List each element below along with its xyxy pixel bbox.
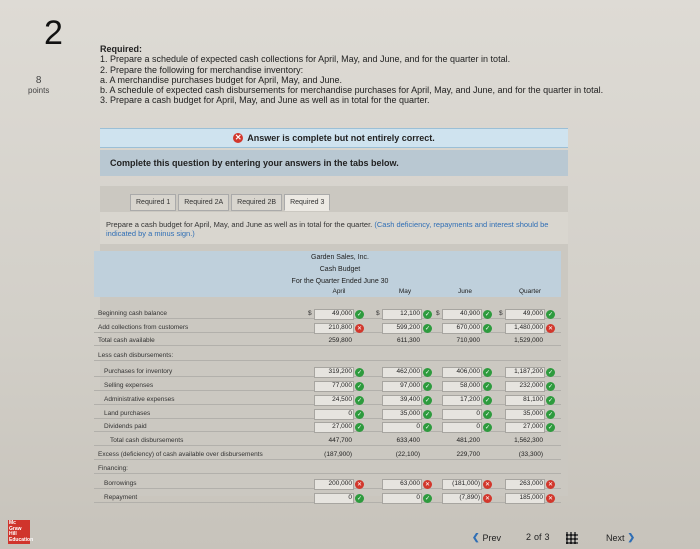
- complete-instruction-bar: [100, 150, 568, 176]
- cell-value: 0: [476, 423, 480, 430]
- row-label: Excess (deficiency) of cash available over disbursements: [98, 451, 263, 458]
- check-icon: ✓: [547, 398, 554, 404]
- check-icon: ✓: [356, 384, 363, 390]
- row-label: Total cash disbursements: [110, 437, 184, 444]
- check-icon: ✓: [484, 412, 491, 418]
- cell-value: 12,100: [400, 310, 420, 317]
- error-icon: ✕: [547, 482, 554, 488]
- question-number: 2: [44, 14, 63, 52]
- cell-value: 39,400: [400, 396, 420, 403]
- answer-status-text: Answer is complete but not entirely correct.: [247, 133, 435, 143]
- cell-value: 406,000: [456, 368, 480, 375]
- table-row: [94, 351, 561, 361]
- check-icon: ✓: [547, 384, 554, 390]
- check-icon: ✓: [484, 312, 491, 318]
- row-label: Purchases for inventory: [104, 368, 173, 375]
- check-icon: ✓: [424, 425, 431, 431]
- cell-value: (181,000): [452, 480, 480, 487]
- check-icon: ✓: [424, 496, 431, 502]
- required-heading: Required:: [100, 44, 143, 54]
- check-icon: ✓: [547, 370, 554, 376]
- cell-value: 1,529,000: [514, 337, 543, 344]
- instructions-note: (Cash deficiency, repayments and interest should be indicated by a minus sign.): [106, 220, 549, 238]
- check-icon: ✓: [424, 412, 431, 418]
- row-label: Land purchases: [104, 410, 151, 417]
- required-item: a. A merchandise purchases budget for April, May, and June.: [100, 74, 342, 85]
- row-label: Dividends paid: [104, 423, 147, 430]
- check-icon: ✓: [356, 370, 363, 376]
- cell-value: 200,000: [328, 480, 352, 487]
- row-label: Borrowings: [104, 480, 137, 487]
- points-label: points: [28, 86, 50, 95]
- error-icon: ✕: [234, 133, 242, 142]
- error-icon: ✕: [356, 326, 363, 332]
- prev-label: Prev: [482, 532, 502, 543]
- error-icon: ✕: [424, 482, 431, 488]
- check-icon: ✓: [424, 370, 431, 376]
- row-label: Add collections from customers: [98, 324, 189, 331]
- check-icon: ✓: [356, 412, 363, 418]
- required-item: 2. Prepare the following for merchandise inventory:: [100, 64, 304, 75]
- company-name: Garden Sales, Inc.: [311, 254, 369, 261]
- required-item: 3. Prepare a cash budget for April, May, and June as well as in total for the quarter.: [100, 95, 430, 106]
- cell-value: 319,200: [328, 368, 352, 375]
- points-value: 8: [35, 75, 42, 86]
- check-icon: ✓: [484, 425, 491, 431]
- cell-value: (187,900): [324, 451, 352, 458]
- column-header-quarter: Quarter: [518, 288, 542, 295]
- error-icon: ✕: [484, 482, 491, 488]
- error-icon: ✕: [547, 326, 554, 332]
- check-icon: ✓: [547, 412, 554, 418]
- cell-value: 462,000: [396, 368, 420, 375]
- row-label: Beginning cash balance: [98, 310, 168, 317]
- tab-bar: [130, 194, 330, 211]
- check-icon: ✓: [356, 496, 363, 502]
- cell-value: 0: [476, 410, 480, 417]
- instructions-text: [106, 220, 566, 238]
- row-label: Repayment: [104, 494, 138, 501]
- budget-title: Cash Budget: [319, 266, 361, 273]
- next-label: Next: [606, 532, 625, 543]
- cell-value: 0: [348, 410, 352, 417]
- cell-value: (33,300): [518, 451, 543, 458]
- dollar-sign: $: [499, 310, 503, 317]
- check-icon: ✓: [547, 312, 554, 318]
- answer-status-bar: [100, 128, 568, 148]
- cell-value: 710,900: [456, 337, 480, 344]
- cell-value: 1,187,200: [514, 368, 543, 375]
- cell-value: 210,800: [328, 324, 352, 331]
- next-button[interactable]: [606, 532, 635, 543]
- cell-value: 447,700: [328, 437, 352, 444]
- dollar-sign: $: [436, 310, 440, 317]
- cell-value: 17,200: [460, 396, 480, 403]
- page-of: of: [534, 532, 542, 542]
- check-icon: ✓: [547, 425, 554, 431]
- check-icon: ✓: [424, 312, 431, 318]
- cell-value: 27,000: [523, 423, 543, 430]
- dollar-sign: $: [308, 310, 312, 317]
- cell-value: 63,000: [400, 480, 420, 487]
- row-label: Total cash available: [98, 337, 155, 344]
- page-current: 2: [526, 532, 532, 542]
- cell-value: 0: [348, 494, 352, 501]
- cell-value: 0: [416, 494, 420, 501]
- cell-value: 481,200: [456, 437, 480, 444]
- cell-value: 229,700: [456, 451, 480, 458]
- row-label: Administrative expenses: [104, 396, 175, 403]
- check-icon: ✓: [356, 312, 363, 318]
- points-indicator: [28, 76, 49, 96]
- check-icon: ✓: [424, 384, 431, 390]
- cell-value: 58,000: [460, 382, 480, 389]
- check-icon: ✓: [356, 398, 363, 404]
- check-icon: ✓: [424, 326, 431, 332]
- cell-value: 40,900: [460, 310, 480, 317]
- cell-value: 599,200: [396, 324, 420, 331]
- dollar-sign: $: [376, 310, 380, 317]
- required-item: 1. Prepare a schedule of expected cash collections for April, May, and June, and for the quarter in total.: [100, 54, 511, 65]
- mcgraw-hill-logo: Mc Graw Hill Education: [9, 520, 34, 543]
- cell-value: 27,000: [332, 423, 352, 430]
- check-icon: ✓: [484, 384, 491, 390]
- cell-value: 1,562,300: [514, 437, 543, 444]
- cell-value: 77,000: [332, 382, 352, 389]
- complete-instruction-text: Complete this question by entering your answers in the tabs below.: [110, 158, 399, 168]
- cell-value: 35,000: [523, 410, 543, 417]
- cell-value: 35,000: [400, 410, 420, 417]
- check-icon: ✓: [424, 398, 431, 404]
- row-label: Less cash disbursements:: [98, 352, 174, 359]
- cell-value: (7,890): [459, 494, 480, 501]
- check-icon: ✓: [484, 326, 491, 332]
- cell-value: 633,400: [396, 437, 420, 444]
- cell-value: 611,300: [396, 337, 420, 344]
- budget-period: For the Quarter Ended June 30: [291, 278, 389, 285]
- cell-value: 49,000: [332, 310, 352, 317]
- instructions-main: Prepare a cash budget for April, May, and June as well as in total for the quarter.: [106, 220, 373, 229]
- check-icon: ✓: [484, 370, 491, 376]
- tab-required-1[interactable]: Required 1: [130, 194, 176, 211]
- row-label: Selling expenses: [104, 382, 154, 389]
- cell-value: 24,500: [332, 396, 352, 403]
- table-row: [94, 464, 561, 474]
- cell-value: 259,800: [328, 337, 352, 344]
- grid-icon[interactable]: [566, 532, 578, 544]
- cell-value: 232,000: [519, 382, 543, 389]
- tab-required-2b[interactable]: Required 2B: [231, 194, 282, 211]
- page-total: 3: [544, 532, 550, 542]
- cell-value: 97,000: [400, 382, 420, 389]
- column-header-june: June: [457, 288, 473, 295]
- cell-value: 670,000: [456, 324, 480, 331]
- cell-value: 1,480,000: [514, 324, 543, 331]
- cell-value: (22,100): [395, 451, 420, 458]
- column-header-may: May: [398, 288, 412, 295]
- tab-required-3[interactable]: Required 3: [284, 194, 330, 211]
- required-item: b. A schedule of expected cash disbursements for merchandise purchases for April, May, and June, and for the quarter in total.: [100, 85, 604, 96]
- chevron-left-icon: ❮: [472, 532, 480, 542]
- row-label: Financing:: [98, 465, 128, 472]
- error-icon: ✕: [547, 496, 554, 502]
- check-icon: ✓: [484, 398, 491, 404]
- tab-required-2a[interactable]: Required 2A: [178, 194, 229, 211]
- cell-value: 49,000: [523, 310, 543, 317]
- required-instructions: [100, 44, 660, 106]
- error-icon: ✕: [484, 496, 491, 502]
- page-indicator: [526, 532, 550, 542]
- cell-value: 185,000: [519, 494, 543, 501]
- cell-value: 81,100: [523, 396, 543, 403]
- cell-value: 0: [416, 423, 420, 430]
- prev-button[interactable]: [472, 532, 501, 543]
- error-icon: ✕: [356, 482, 363, 488]
- cell-value: 263,000: [519, 480, 543, 487]
- check-icon: ✓: [356, 425, 363, 431]
- chevron-right-icon: ❯: [627, 532, 636, 542]
- column-header-april: April: [332, 288, 346, 295]
